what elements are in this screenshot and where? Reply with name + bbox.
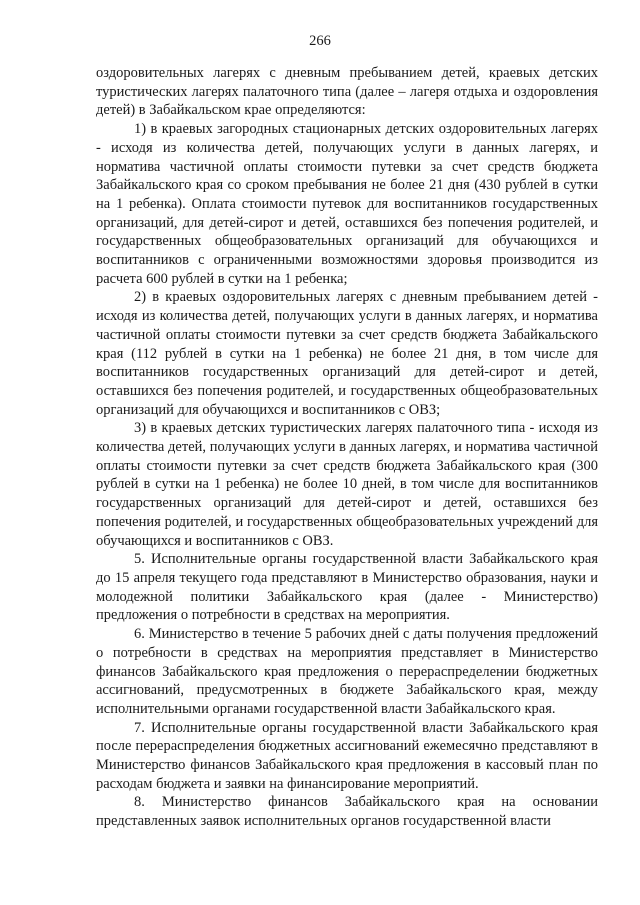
clause-5: 5. Исполнительные органы государственной власти Забайкальского края до 15 апреля текущего года представляют в Министерство образования, науки и молодежной политики Забайкальского края (далее - Министерство) предложения о потребности в средствах на мероприятия.: [96, 551, 598, 624]
list-item-2: 2) в краевых оздоровительных лагерях с дневным пребыванием детей - исходя из количества детей, получающих услуги в данных лагерях, и норматива частичной оплаты стоимости путевки за счет средств бюджета Забайкальского края (112 рублей в сутки на 1 ребенка) не более 21 дня, в том числе для воспитанников государственных организаций для детей-сирот и детей, оставшихся без попечения родителей, и государственных общеобразовательных организаций для обучающихся и воспитанников с ОВЗ;: [96, 289, 598, 418]
clause-8: 8. Министерство финансов Забайкальского края на основании представленных заявок исполнительных органов государственной власти: [96, 794, 598, 830]
clause-6: 6. Министерство в течение 5 рабочих дней с даты получения предложений о потребности в средствах на мероприятия представляет в Министерство финансов Забайкальского края предложения о перераспределении бюджетных ассигнований, предусмотренных в бюджете Забайкальского края, между исполнительными органами государственной власти Забайкальского края.: [96, 626, 598, 717]
list-item-1: 1) в краевых загородных стационарных детских оздоровительных лагерях - исходя из количества детей, получающих услуги в данных лагерях, и норматива частичной оплаты стоимости путевки за счет средств бюджета Забайкальского края со сроком пребывания не более 21 дня (430 рублей в сутки на 1 ребенка). Оплата стоимости путевок для воспитанников государственных организаций, для детей-сирот и детей, оставшихся без попечения родителей, и государственных общеобразовательных организаций для обучающихся и воспитанников с ограниченными возможностями здоровья производится из расчета 600 рублей в сутки на 1 ребенка;: [96, 121, 598, 287]
page-number: 266: [309, 33, 331, 49]
paragraph-intro: оздоровительных лагерях с дневным пребыванием детей, краевых детских туристических лагерях палаточного типа (далее – лагеря отдыха и оздоровления детей) в Забайкальском крае определяются:: [96, 65, 598, 119]
list-item-3: 3) в краевых детских туристических лагерях палаточного типа - исходя из количества детей, получающих услуги в данных лагерях, и норматива частичной оплаты стоимости путевки за счет средств бюджета Забайкальского края (300 рублей в сутки на 1 ребенка) не более 10 дней, в том числе для воспитанников государственных организаций для детей-сирот и детей, оставшихся без попечения родителей, и государственных общеобразовательных учреждений для обучающихся и воспитанников с ОВЗ.: [96, 420, 598, 549]
document-body: [96, 64, 598, 831]
clause-7: 7. Исполнительные органы государственной власти Забайкальского края после перераспределения бюджетных ассигнований ежемесячно представляют в Министерство финансов Забайкальского края предложения в кассовый план по расходам бюджета и заявки на финансирование мероприятий.: [96, 719, 598, 792]
